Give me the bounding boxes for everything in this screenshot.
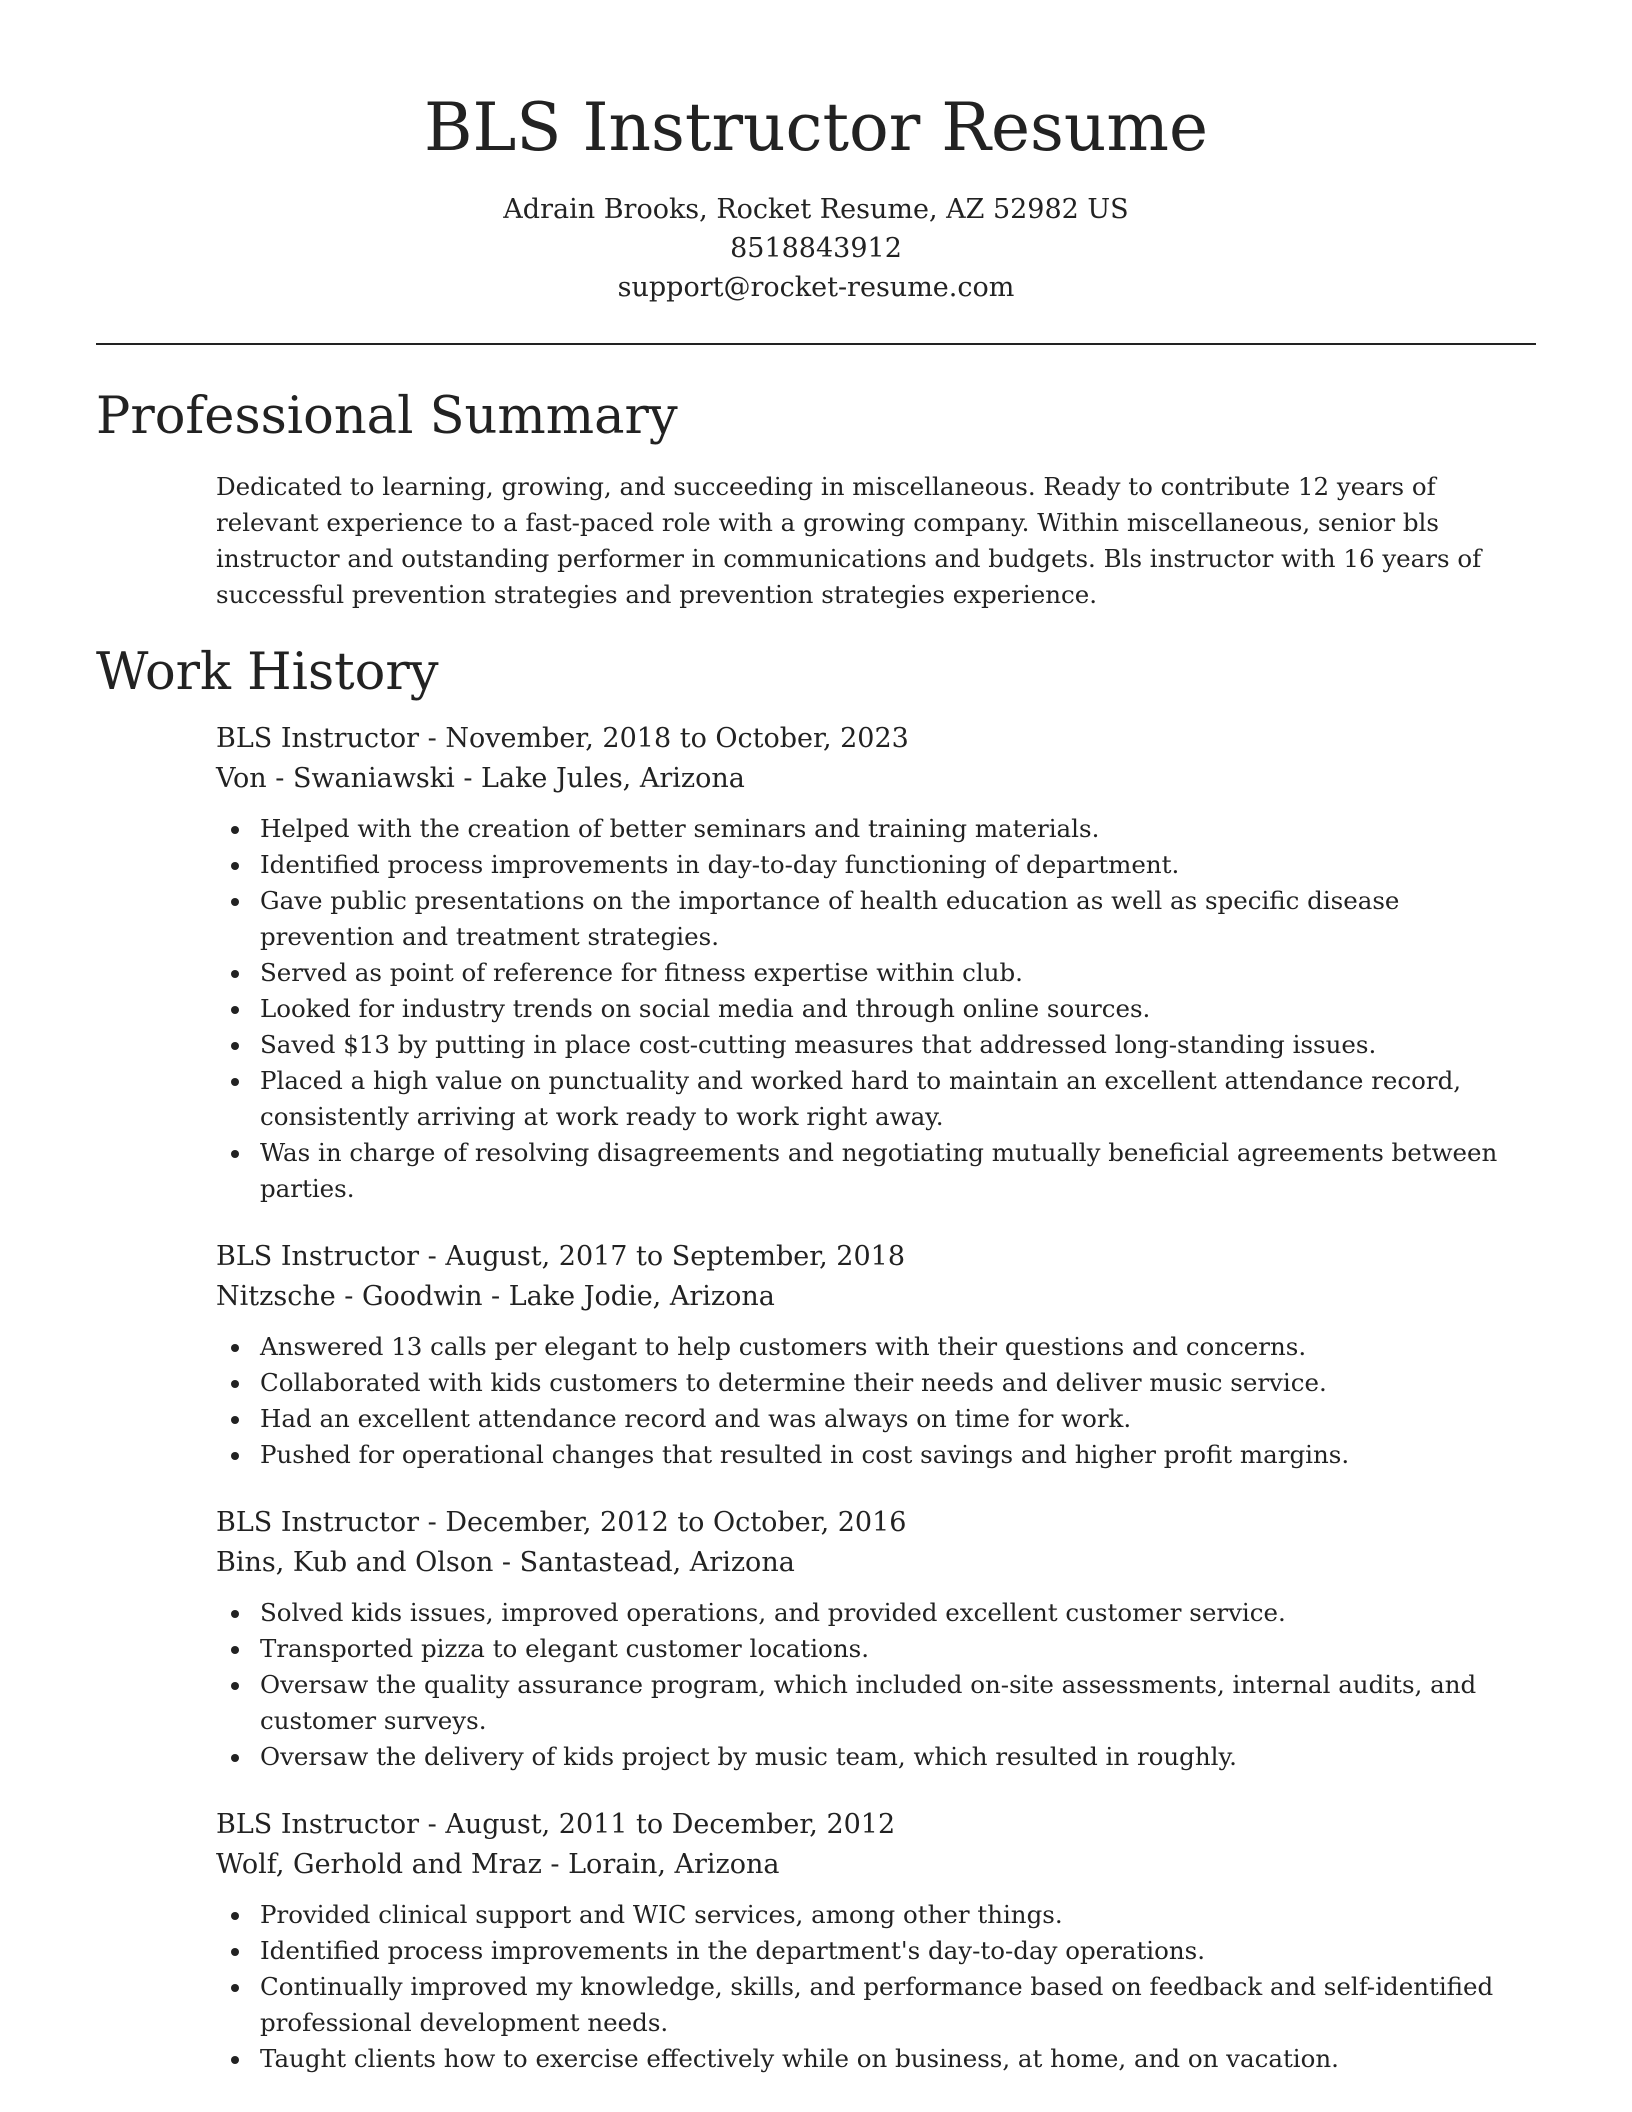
job-location: - Lake Jodie, Arizona <box>482 1281 775 1312</box>
job-bullet-item <box>216 1739 1536 1775</box>
job-bullet-item <box>216 1897 1536 1933</box>
bullet-icon <box>231 2056 239 2064</box>
summary-text: Dedicated to learning, growing, and succeeding in miscellaneous. Ready to contribute 12 years of relevant experience to a fast-paced role with a growing company. Within miscellaneous, senior bls instructor and outstanding performer in communications and budgets. Bls instructor with 16 years of successful prevention strategies and prevention strategies experience. <box>216 472 1482 609</box>
bullet-text: Oversaw the quality assurance program, which included on-site assessments, internal audits, and customer surveys. <box>260 1670 1477 1735</box>
job-title-line <box>216 1805 1536 1845</box>
bullet-icon <box>231 1646 239 1654</box>
job-bullet-item <box>216 1063 1536 1135</box>
job-title: BLS Instructor <box>216 723 420 754</box>
bullet-text: Transported pizza to elegant customer locations. <box>260 1634 870 1663</box>
bullet-text: Placed a high value on punctuality and worked hard to maintain an excellent attendance record, consistently arriving at work ready to work right away. <box>260 1066 1462 1131</box>
summary-heading: Professional Summary <box>96 387 678 446</box>
job-title-line <box>216 1503 1536 1543</box>
bullet-text: Served as point of reference for fitness expertise within club. <box>260 958 1023 987</box>
bullet-icon <box>231 1682 239 1690</box>
contact-email: support@rocket-resume.com <box>617 272 1015 303</box>
job-company-line <box>216 1277 1536 1317</box>
bullet-text: Gave public presentations on the importance of health education as well as specific disease prevention and treatment strategies. <box>260 886 1400 951</box>
job-bullet-item <box>216 991 1536 1027</box>
job-bullet-item <box>216 883 1536 955</box>
job-dates: - August, 2011 to December, 2012 <box>419 1809 896 1840</box>
job-location: - Lorain, Arizona <box>541 1849 780 1880</box>
job-dates: - November, 2018 to October, 2023 <box>419 723 909 754</box>
bullet-icon <box>231 898 239 906</box>
bullet-icon <box>231 1948 239 1956</box>
job-bullet-item <box>216 811 1536 847</box>
bullet-icon <box>231 1452 239 1460</box>
bullet-icon <box>231 1610 239 1618</box>
bullet-icon <box>231 862 239 870</box>
job-bullets <box>216 1595 1536 1775</box>
bullet-text: Solved kids issues, improved operations, and provided excellent customer service. <box>260 1598 1286 1627</box>
job-bullet-item <box>216 1401 1536 1437</box>
bullet-icon <box>231 1912 239 1920</box>
job-bullet-item <box>216 1027 1536 1063</box>
job-title: BLS Instructor <box>216 1241 420 1272</box>
job-bullet-item <box>216 1933 1536 1969</box>
work-history-list <box>96 719 1536 2077</box>
bullet-text: Looked for industry trends on social media and through online sources. <box>260 994 1151 1023</box>
bullet-text: Taught clients how to exercise effectively while on business, at home, and on vacation. <box>260 2044 1339 2073</box>
contact-address: Adrain Brooks, Rocket Resume, AZ 52982 US <box>503 194 1129 225</box>
job-location: - Lake Jules, Arizona <box>454 763 745 794</box>
resume-title: BLS Instructor Resume <box>423 89 1209 166</box>
bullet-icon <box>231 1344 239 1352</box>
job-bullet-item <box>216 847 1536 883</box>
job-entry <box>216 1503 1536 1775</box>
bullet-text: Oversaw the delivery of kids project by music team, which resulted in roughly. <box>260 1742 1237 1771</box>
job-bullets <box>216 1329 1536 1473</box>
job-title-line <box>216 1237 1536 1277</box>
job-dates: - August, 2017 to September, 2018 <box>419 1241 906 1272</box>
bullet-icon <box>231 1150 239 1158</box>
contact-phone: 8518843912 <box>730 233 902 264</box>
bullet-text: Answered 13 calls per elegant to help customers with their questions and concerns. <box>260 1332 1307 1361</box>
bullet-icon <box>231 1416 239 1424</box>
job-company: Bins, Kub and Olson <box>216 1547 494 1578</box>
bullet-text: Collaborated with kids customers to determine their needs and deliver music service. <box>260 1368 1327 1397</box>
bullet-text: Saved $13 by putting in place cost-cutting measures that addressed long-standing issues. <box>260 1030 1377 1059</box>
job-company: Von - Swaniawski <box>216 763 455 794</box>
job-location: - Santastead, Arizona <box>493 1547 795 1578</box>
job-bullets <box>216 811 1536 1207</box>
job-company: Nitzsche - Goodwin <box>216 1281 483 1312</box>
job-title: BLS Instructor <box>216 1809 420 1840</box>
bullet-icon <box>231 1078 239 1086</box>
job-entry <box>216 1805 1536 2077</box>
bullet-text: Identified process improvements in day-to-day functioning of department. <box>260 850 1180 879</box>
bullet-text: Provided clinical support and WIC services, among other things. <box>260 1900 1063 1929</box>
bullet-text: Helped with the creation of better seminars and training materials. <box>260 814 1100 843</box>
job-bullet-item <box>216 955 1536 991</box>
work-history-heading: Work History <box>96 643 439 702</box>
job-bullet-item <box>216 1667 1536 1739</box>
job-bullet-item <box>216 1135 1536 1207</box>
job-bullet-item <box>216 1437 1536 1473</box>
resume-page <box>96 0 1536 2077</box>
bullet-icon <box>231 1984 239 1992</box>
contact-block <box>96 190 1536 307</box>
bullet-icon <box>231 1042 239 1050</box>
bullet-icon <box>231 1006 239 1014</box>
job-title-line <box>216 719 1536 759</box>
job-dates: - December, 2012 to October, 2016 <box>419 1507 907 1538</box>
job-bullets <box>216 1897 1536 2077</box>
bullet-icon <box>231 1380 239 1388</box>
bullet-text: Had an excellent attendance record and was always on time for work. <box>260 1404 1132 1433</box>
bullet-icon <box>231 826 239 834</box>
job-title: BLS Instructor <box>216 1507 420 1538</box>
bullet-text: Identified process improvements in the department's day-to-day operations. <box>260 1936 1206 1965</box>
bullet-text: Pushed for operational changes that resulted in cost savings and higher profit margins. <box>260 1440 1350 1469</box>
job-bullet-item <box>216 1969 1536 2041</box>
job-company-line <box>216 759 1536 799</box>
header-divider <box>96 343 1536 345</box>
job-bullet-item <box>216 1329 1536 1365</box>
job-company-line <box>216 1543 1536 1583</box>
job-bullet-item <box>216 1365 1536 1401</box>
job-company: Wolf, Gerhold and Mraz <box>216 1849 542 1880</box>
bullet-text: Continually improved my knowledge, skills, and performance based on feedback and self-identified professional development needs. <box>260 1972 1494 2037</box>
job-company-line <box>216 1845 1536 1885</box>
bullet-icon <box>231 970 239 978</box>
job-entry <box>216 719 1536 1207</box>
bullet-icon <box>231 1754 239 1762</box>
job-entry <box>216 1237 1536 1473</box>
job-bullet-item <box>216 1595 1536 1631</box>
job-bullet-item <box>216 2041 1536 2077</box>
bullet-text: Was in charge of resolving disagreements and negotiating mutually beneficial agreements between parties. <box>260 1138 1498 1203</box>
job-bullet-item <box>216 1631 1536 1667</box>
